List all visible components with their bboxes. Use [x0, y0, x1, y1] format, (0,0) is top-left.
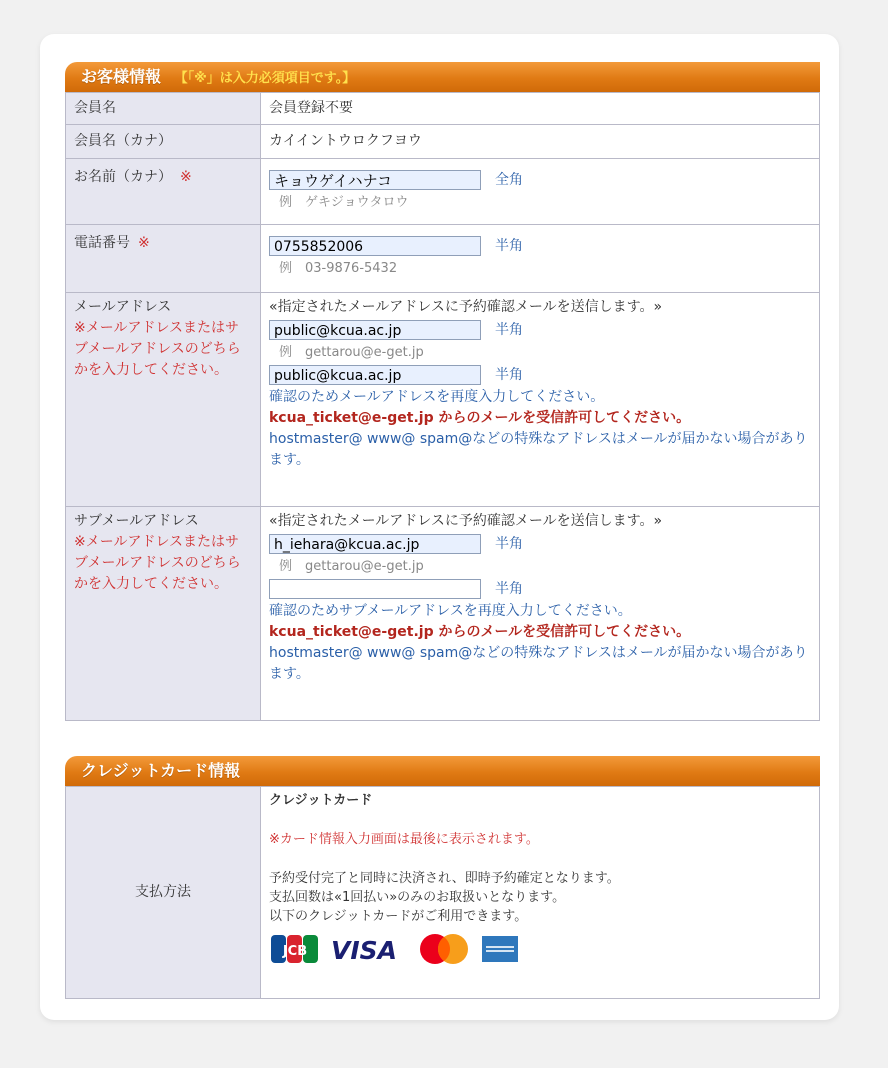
credit-card-section	[65, 756, 820, 999]
phone-input[interactable]: 0755852006	[269, 236, 481, 256]
jcb-logo-icon	[269, 932, 321, 966]
required-note: 【「※」は入力必須項目です。】	[174, 71, 356, 86]
phone-label-cell	[66, 225, 261, 293]
member-name-label: 会員名	[66, 93, 261, 125]
email-intro: «指定されたメールアドレスに予約確認メールを送信します。»	[269, 299, 663, 315]
visa-logo-icon	[329, 932, 407, 966]
payment-row	[66, 787, 820, 999]
email-permit-note: kcua_ticket@e-get.jp からのメールを受信許可してください。	[269, 410, 691, 426]
mastercard-logo-icon	[415, 932, 473, 966]
sub-email-cell	[261, 507, 820, 721]
sub-email-confirm-note: 確認のためサブメールアドレスを再度入力してください。	[269, 603, 632, 619]
name-kana-row	[66, 159, 820, 225]
jcb-logo-text: JCB	[282, 944, 308, 959]
sub-email-field-row	[269, 532, 811, 556]
payment-method: クレジットカード	[269, 793, 373, 808]
credit-card-title: クレジットカード情報	[81, 761, 241, 780]
customer-info-title: お客様情報	[81, 67, 162, 86]
phone-cell	[261, 225, 820, 293]
amex-logo-icon	[481, 932, 519, 966]
email-hint: 半角	[495, 321, 523, 338]
phone-label: 電話番号	[74, 235, 130, 251]
name-kana-input[interactable]: キョウゲイハナコ	[269, 170, 481, 190]
email-input[interactable]: public@kcua.ac.jp	[269, 320, 481, 340]
sub-email-confirm-input[interactable]	[269, 579, 481, 599]
email-special-note: hostmaster@ www@ spam@などの特殊なアドレスはメールが届かない場合があります。	[269, 431, 808, 468]
phone-hint: 半角	[495, 237, 523, 254]
name-kana-label-cell	[66, 159, 261, 225]
sub-email-label: サブメールアドレス	[74, 513, 199, 529]
sub-email-input[interactable]: h_iehara@kcua.ac.jp	[269, 534, 481, 554]
required-mark: ※	[180, 169, 192, 185]
name-kana-example: 例 ゲキジョウタロウ	[279, 195, 409, 210]
sub-email-special-note: hostmaster@ www@ spam@などの特殊なアドレスはメールが届かない場合があります。	[269, 645, 808, 682]
email-example: 例 gettarou@e-get.jp	[279, 345, 424, 360]
name-kana-hint: 全角	[495, 171, 523, 188]
payment-line-1: 予約受付完了と同時に決済され、即時予約確定となります。	[269, 871, 620, 886]
phone-example: 例 03-9876-5432	[279, 261, 398, 276]
sub-email-confirm-hint: 半角	[495, 580, 523, 597]
email-confirm-note: 確認のためメールアドレスを再度入力してください。	[269, 389, 605, 405]
visa-logo-text: VISA	[331, 936, 398, 965]
sub-email-permit-note: kcua_ticket@e-get.jp からのメールを受信許可してください。	[269, 624, 691, 640]
email-label: メールアドレス	[74, 299, 172, 315]
sub-email-label-note: ※メールアドレスまたはサブメールアドレスのどちらかを入力してください。	[74, 534, 241, 592]
email-confirm-field-row	[269, 363, 811, 387]
sub-email-hint: 半角	[495, 535, 523, 552]
email-confirm-input[interactable]: public@kcua.ac.jp	[269, 365, 481, 385]
payment-cell	[261, 787, 820, 999]
name-kana-label: お名前（カナ）	[74, 169, 172, 185]
customer-info-header	[65, 62, 820, 92]
customer-info-section	[65, 62, 820, 721]
card-brand-logos	[269, 932, 811, 966]
phone-row	[66, 225, 820, 293]
phone-field-row	[269, 234, 811, 258]
name-kana-cell	[261, 159, 820, 225]
member-kana-value: カイイントウロクフヨウ	[261, 125, 820, 159]
email-field-row	[269, 318, 811, 342]
sub-email-example: 例 gettarou@e-get.jp	[279, 559, 424, 574]
member-name-value: 会員登録不要	[261, 93, 820, 125]
email-confirm-hint: 半角	[495, 366, 523, 383]
sub-email-row	[66, 507, 820, 721]
payment-label: 支払方法	[66, 787, 261, 999]
payment-line-2: 支払回数は«1回払い»のみのお取扱いとなります。	[269, 890, 566, 905]
required-mark: ※	[138, 235, 150, 251]
member-name-row	[66, 93, 820, 125]
member-kana-label: 会員名（カナ）	[66, 125, 261, 159]
sub-email-confirm-field-row	[269, 577, 811, 601]
email-label-note: ※メールアドレスまたはサブメールアドレスのどちらかを入力してください。	[74, 320, 241, 378]
member-kana-row	[66, 125, 820, 159]
credit-card-header	[65, 756, 820, 786]
customer-info-table	[65, 92, 820, 721]
sub-email-label-cell	[66, 507, 261, 721]
payment-line-3: 以下のクレジットカードがご利用できます。	[269, 909, 528, 924]
name-kana-field-row	[269, 168, 811, 192]
sub-email-intro: «指定されたメールアドレスに予約確認メールを送信します。»	[269, 513, 663, 529]
card-entry-notice: ※カード情報入力画面は最後に表示されます。	[269, 832, 539, 847]
email-label-cell	[66, 293, 261, 507]
email-row	[66, 293, 820, 507]
credit-card-table	[65, 786, 820, 999]
form-card	[40, 34, 839, 1020]
email-cell	[261, 293, 820, 507]
